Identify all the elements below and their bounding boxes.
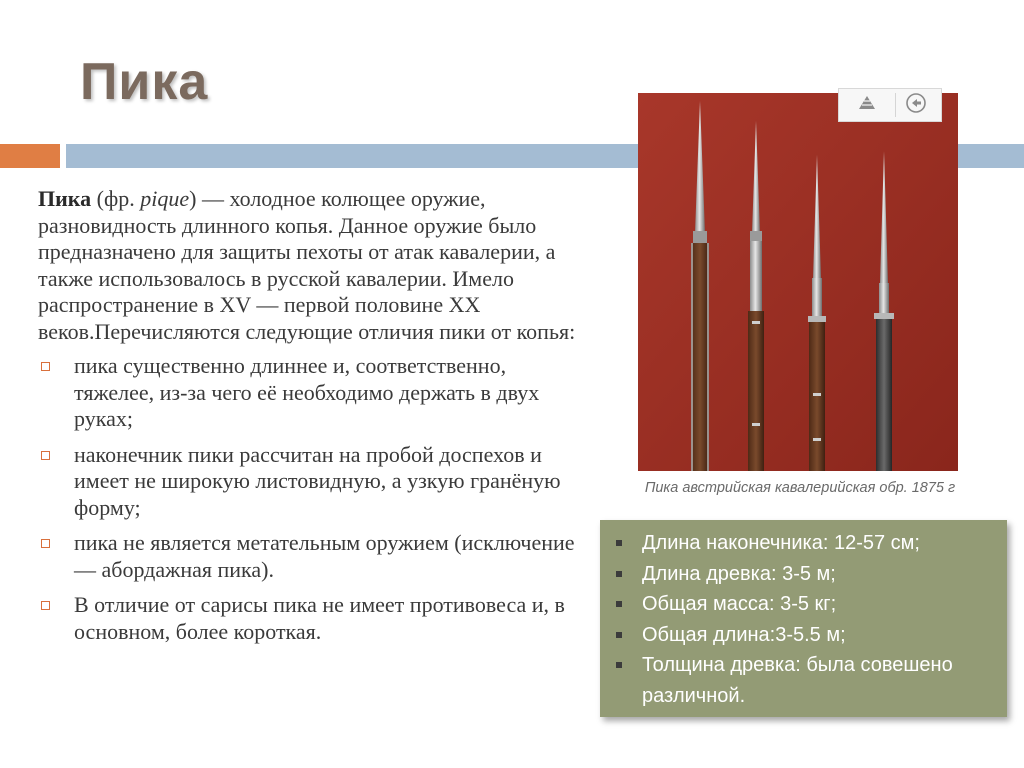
intro-lang-prefix: (фр. [91, 186, 141, 211]
accent-bar-orange [0, 144, 60, 168]
body-text [38, 186, 583, 654]
spec-item [600, 620, 1007, 651]
list-item [38, 353, 583, 433]
intro-term: Пика [38, 186, 92, 211]
pyramid-button[interactable] [847, 93, 887, 117]
spec-item [600, 528, 1007, 559]
spec-item-text: Длина наконечника: 12-57 см; [642, 532, 920, 554]
spec-item [600, 589, 1007, 620]
square-bullet-icon [616, 540, 622, 546]
square-bullet-icon [616, 662, 622, 668]
square-bullet-icon [41, 362, 50, 371]
list-item [38, 442, 583, 522]
intro-foreign-word: pique [140, 186, 190, 211]
pikes-photo [638, 93, 958, 471]
spec-item [600, 559, 1007, 590]
square-bullet-icon [41, 539, 50, 548]
list-item-text: пика не является метательным оружием (исключение — абордажная пика). [74, 530, 575, 582]
back-arrow-icon [905, 92, 927, 119]
list-item-text: пика существенно длиннее и, соответственно, тяжелее, из-за чего её необходимо держать в двух руках; [74, 353, 540, 431]
image-toolbar [838, 88, 942, 122]
square-bullet-icon [616, 601, 622, 607]
differences-list [38, 353, 583, 645]
list-item-text: В отличие от сарисы пика не имеет противовеса и, в основном, более короткая. [74, 592, 565, 644]
square-bullet-icon [616, 571, 622, 577]
list-item [38, 530, 583, 583]
spec-item-text: Общая длина:3-5.5 м; [642, 623, 846, 646]
intro-definition: ) — холодное колющее оружие, разновидность длинного копья. Данное оружие было предназначено для защиты пехоты от атак кавалерии, а также использовалось в русской кавалерии. Имело распространение в XV — первой половине XX веков.Перечисляются следующие отличия пики от копья: [38, 186, 576, 344]
spec-item-text: Толщина древка: была совешено различной. [642, 654, 953, 707]
square-bullet-icon [616, 632, 622, 638]
square-bullet-icon [41, 451, 50, 460]
list-item-text: наконечник пики рассчитан на пробой доспехов и имеет не широкую листовидную, а узкую гранёную форму; [74, 441, 561, 520]
list-item [38, 592, 583, 645]
square-bullet-icon [41, 601, 50, 610]
pikes-illustration [638, 93, 958, 471]
specs-list [600, 528, 1007, 711]
intro-paragraph [38, 186, 583, 345]
spec-item-text: Длина древка: 3-5 м; [642, 562, 836, 585]
slide-title: Пика [80, 53, 209, 111]
pyramid-icon [856, 95, 878, 116]
spec-item-text: Общая масса: 3-5 кг; [642, 593, 837, 615]
image-caption: Пика австрийская кавалерийская обр. 1875 г [644, 480, 956, 496]
spec-item [600, 650, 1007, 711]
specs-box [600, 520, 1007, 717]
back-button[interactable] [895, 93, 936, 117]
